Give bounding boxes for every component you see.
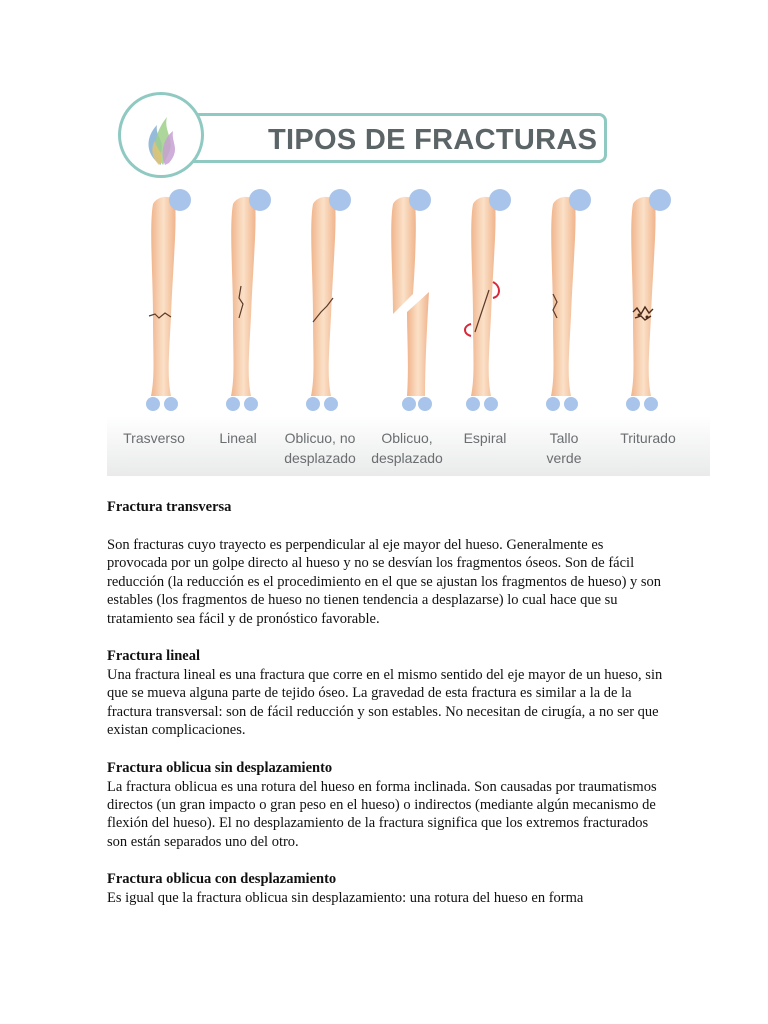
label-triturado: Triturado — [620, 430, 676, 446]
bone-triturado — [626, 189, 671, 411]
article-content — [107, 498, 667, 908]
bone-tallo-verde — [546, 189, 591, 411]
section-heading: Fractura transversa — [107, 499, 232, 515]
label-lineal: Lineal — [219, 430, 257, 446]
bone-espiral — [465, 189, 511, 411]
section-body: Una fractura lineal es una fractura que corre en el mismo sentido del eje mayor de un hueso, sin que se mueva alguna parte de tejido óseo. La gravedad de esta fractura es similar a la de la fractura transversal: son de fácil reducción y son estables. No necesitan de cirugía, a no ser que existan complicaciones. — [107, 667, 663, 739]
section-oblicua-sin-desplazamiento — [107, 759, 667, 852]
section-fractura-lineal — [107, 647, 667, 740]
section-heading: Fractura lineal — [107, 648, 201, 665]
section-fractura-transversa — [107, 498, 667, 628]
bones-illustration — [107, 186, 710, 416]
flame-logo-icon — [121, 95, 201, 175]
section-body: La fractura oblicua es una rotura del hueso en forma inclinada. Son causadas por traumatismos directos (un gran impacto o gran peso en el hueso) o indirectos (mediante algún mecanismo de flexión del hueso). El no desplazamiento de la fractura significa que los extremos fracturados son están separados uno del otro. — [107, 778, 657, 850]
bone-trasverso — [146, 189, 191, 411]
bone-oblicuo-desplazado — [391, 189, 432, 411]
figure-title: TIPOS DE FRACTURAS — [268, 124, 598, 156]
section-body: Es igual que la fractura oblicua sin desplazamiento: una rotura del hueso en forma — [107, 890, 584, 907]
section-body: Son fracturas cuyo trayecto es perpendicular al eje mayor del hueso. Generalmente es provocada por un golpe directo al hueso y no se desvían los fragmentos óseos. Son de fácil reducción (la reducción es el procedimiento en el que se ajustan los fragmentos de hueso) y son estables (los fragmentos de hueso no tienen tendencia a desplazarse) lo cual hace que su tratamiento sea fácil y de pronóstico favorable. — [107, 537, 662, 627]
section-heading: Fractura oblicua con desplazamiento — [107, 871, 337, 888]
fracture-types-figure — [107, 86, 710, 476]
label-espiral: Espiral — [463, 430, 507, 446]
bone-lineal — [226, 189, 271, 411]
title-banner — [175, 113, 607, 163]
bone-oblicuo-no-desplazado — [306, 189, 351, 411]
label-oblicuo-no-desplazado: Oblicuo, no desplazado — [284, 430, 356, 466]
label-trasverso: Trasverso — [123, 430, 185, 446]
logo — [118, 92, 204, 178]
label-oblicuo-desplazado: Oblicuo, desplazado — [371, 430, 443, 466]
section-oblicua-con-desplazamiento — [107, 870, 667, 907]
label-tallo-verde: Tallo verde — [546, 430, 582, 466]
section-heading: Fractura oblicua sin desplazamiento — [107, 759, 333, 776]
